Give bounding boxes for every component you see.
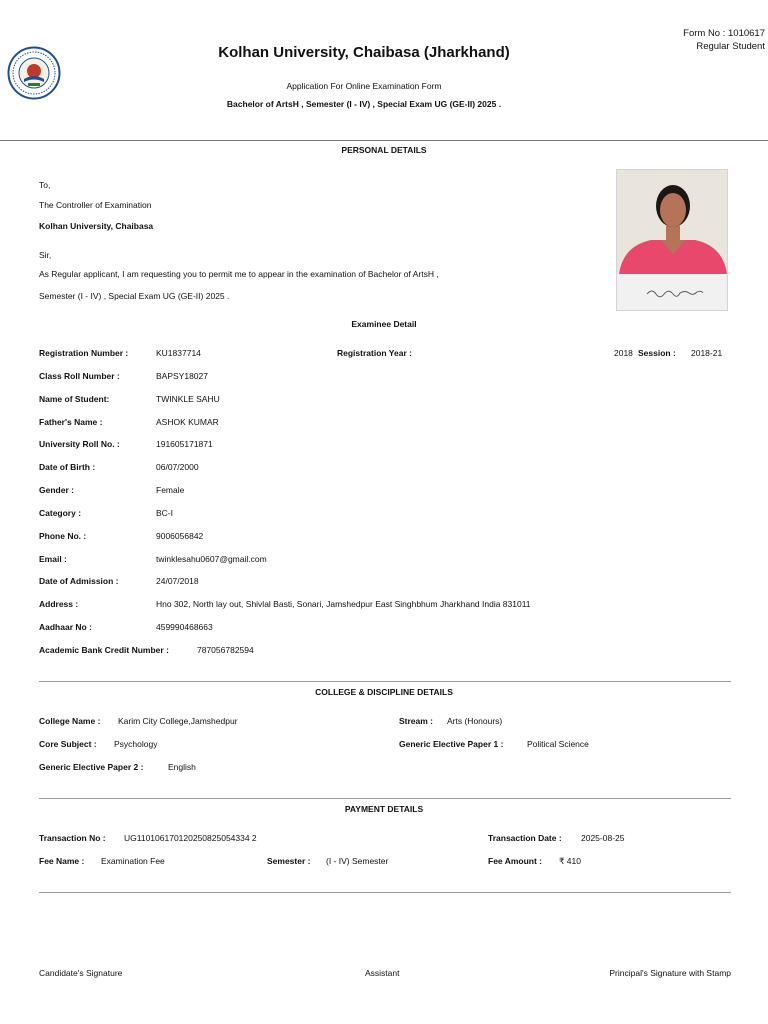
fee-amount-value: ₹ 410 <box>559 856 581 866</box>
letter-body-line-2: Semester (I - IV) , Special Exam UG (GE-II) 2025 . <box>39 291 230 301</box>
payment-details-heading: PAYMENT DETAILS <box>344 804 424 814</box>
transaction-date-label: Transaction Date : <box>488 833 562 843</box>
registration-number-value: KU1837714 <box>156 348 201 358</box>
university-roll-label: University Roll No. : <box>39 439 120 449</box>
principal-signature-label: Principal's Signature with Stamp <box>609 968 731 978</box>
registration-number-label: Registration Number : <box>39 348 129 358</box>
fee-name-value: Examination Fee <box>101 856 165 866</box>
ge2-label: Generic Elective Paper 2 : <box>39 762 144 772</box>
examinee-detail-heading: Examinee Detail <box>351 319 417 329</box>
ge1-value: Political Science <box>527 739 589 749</box>
email-value: twinklesahu0607@gmail.com <box>156 554 267 564</box>
category-value: BC-I <box>156 508 173 518</box>
semester-label: Semester : <box>267 856 311 866</box>
core-subject-label: Core Subject : <box>39 739 97 749</box>
stream-label: Stream : <box>399 716 434 726</box>
footer-divider <box>39 892 731 893</box>
fee-amount-label: Fee Amount : <box>488 856 542 866</box>
abc-number-value: 787056782594 <box>197 645 254 655</box>
student-photo-image <box>617 170 728 311</box>
candidate-signature-label: Candidate's Signature <box>39 968 123 978</box>
admission-date-value: 24/07/2018 <box>156 576 199 586</box>
student-name-value: TWINKLE SAHU <box>156 394 220 404</box>
transaction-date-value: 2025-08-25 <box>581 833 625 843</box>
letter-body-line-1: As Regular applicant, I am requesting you to permit me to appear in the examination of Bachelor of ArtsH , <box>39 269 439 279</box>
college-name-value: Karim City College,Jamshedpur <box>118 716 238 726</box>
dob-label: Date of Birth : <box>39 462 96 472</box>
address-label: Address : <box>39 599 79 609</box>
session-value: 2018-21 <box>691 348 723 358</box>
father-name-value: ASHOK KUMAR <box>156 417 219 427</box>
gender-label: Gender : <box>39 485 74 495</box>
class-roll-label: Class Roll Number : <box>39 371 120 381</box>
abc-number-label: Academic Bank Credit Number : <box>39 645 169 655</box>
class-roll-value: BAPSY18027 <box>156 371 208 381</box>
university-roll-value: 191605171871 <box>156 439 213 449</box>
college-divider <box>39 681 731 682</box>
header-divider <box>0 140 768 141</box>
fee-name-label: Fee Name : <box>39 856 85 866</box>
course-line: Bachelor of ArtsH , Semester (I - IV) , Special Exam UG (GE-II) 2025 . <box>226 99 502 109</box>
letter-addressee: The Controller of Examination <box>39 200 152 210</box>
student-photo <box>616 169 728 311</box>
form-title: Application For Online Examination Form <box>286 81 442 91</box>
college-details-heading: COLLEGE & DISCIPLINE DETAILS <box>315 687 453 697</box>
university-title: Kolhan University, Chaibasa (Jharkhand) <box>218 44 510 61</box>
aadhaar-label: Aadhaar No : <box>39 622 92 632</box>
address-value: Hno 302, North lay out, Shivlal Basti, Sonari, Jamshedpur East Singhbhum Jharkhand India 831011 <box>156 599 531 609</box>
core-subject-value: Psychology <box>114 739 158 749</box>
transaction-no-label: Transaction No : <box>39 833 106 843</box>
semester-value: (I - IV) Semester <box>326 856 389 866</box>
session-label: Session : <box>638 348 676 358</box>
stream-value: Arts (Honours) <box>447 716 503 726</box>
phone-label: Phone No. : <box>39 531 87 541</box>
registration-year-value: 2018 <box>614 348 633 358</box>
aadhaar-value: 459990468663 <box>156 622 213 632</box>
letter-salutation: Sir, <box>39 250 52 260</box>
personal-details-heading: PERSONAL DETAILS <box>341 145 427 155</box>
letter-to: To, <box>39 180 51 190</box>
college-name-label: College Name : <box>39 716 101 726</box>
registration-year-label: Registration Year : <box>337 348 412 358</box>
transaction-no-value: UG110106170120250825054334 2 <box>124 833 257 843</box>
father-name-label: Father's Name : <box>39 417 103 427</box>
ge2-value: English <box>168 762 196 772</box>
form-number: Form No : 1010617 <box>683 28 765 39</box>
student-type: Regular Student <box>696 41 765 52</box>
ge1-label: Generic Elective Paper 1 : <box>399 739 504 749</box>
assistant-label: Assistant <box>365 968 400 978</box>
category-label: Category : <box>39 508 82 518</box>
phone-value: 9006056842 <box>156 531 204 541</box>
letter-university: Kolhan University, Chaibasa <box>39 221 154 231</box>
admission-date-label: Date of Admission : <box>39 576 119 586</box>
dob-value: 06/07/2000 <box>156 462 199 472</box>
gender-value: Female <box>156 485 185 495</box>
email-label: Email : <box>39 554 67 564</box>
student-name-label: Name of Student: <box>39 394 110 404</box>
payment-divider <box>39 798 731 799</box>
